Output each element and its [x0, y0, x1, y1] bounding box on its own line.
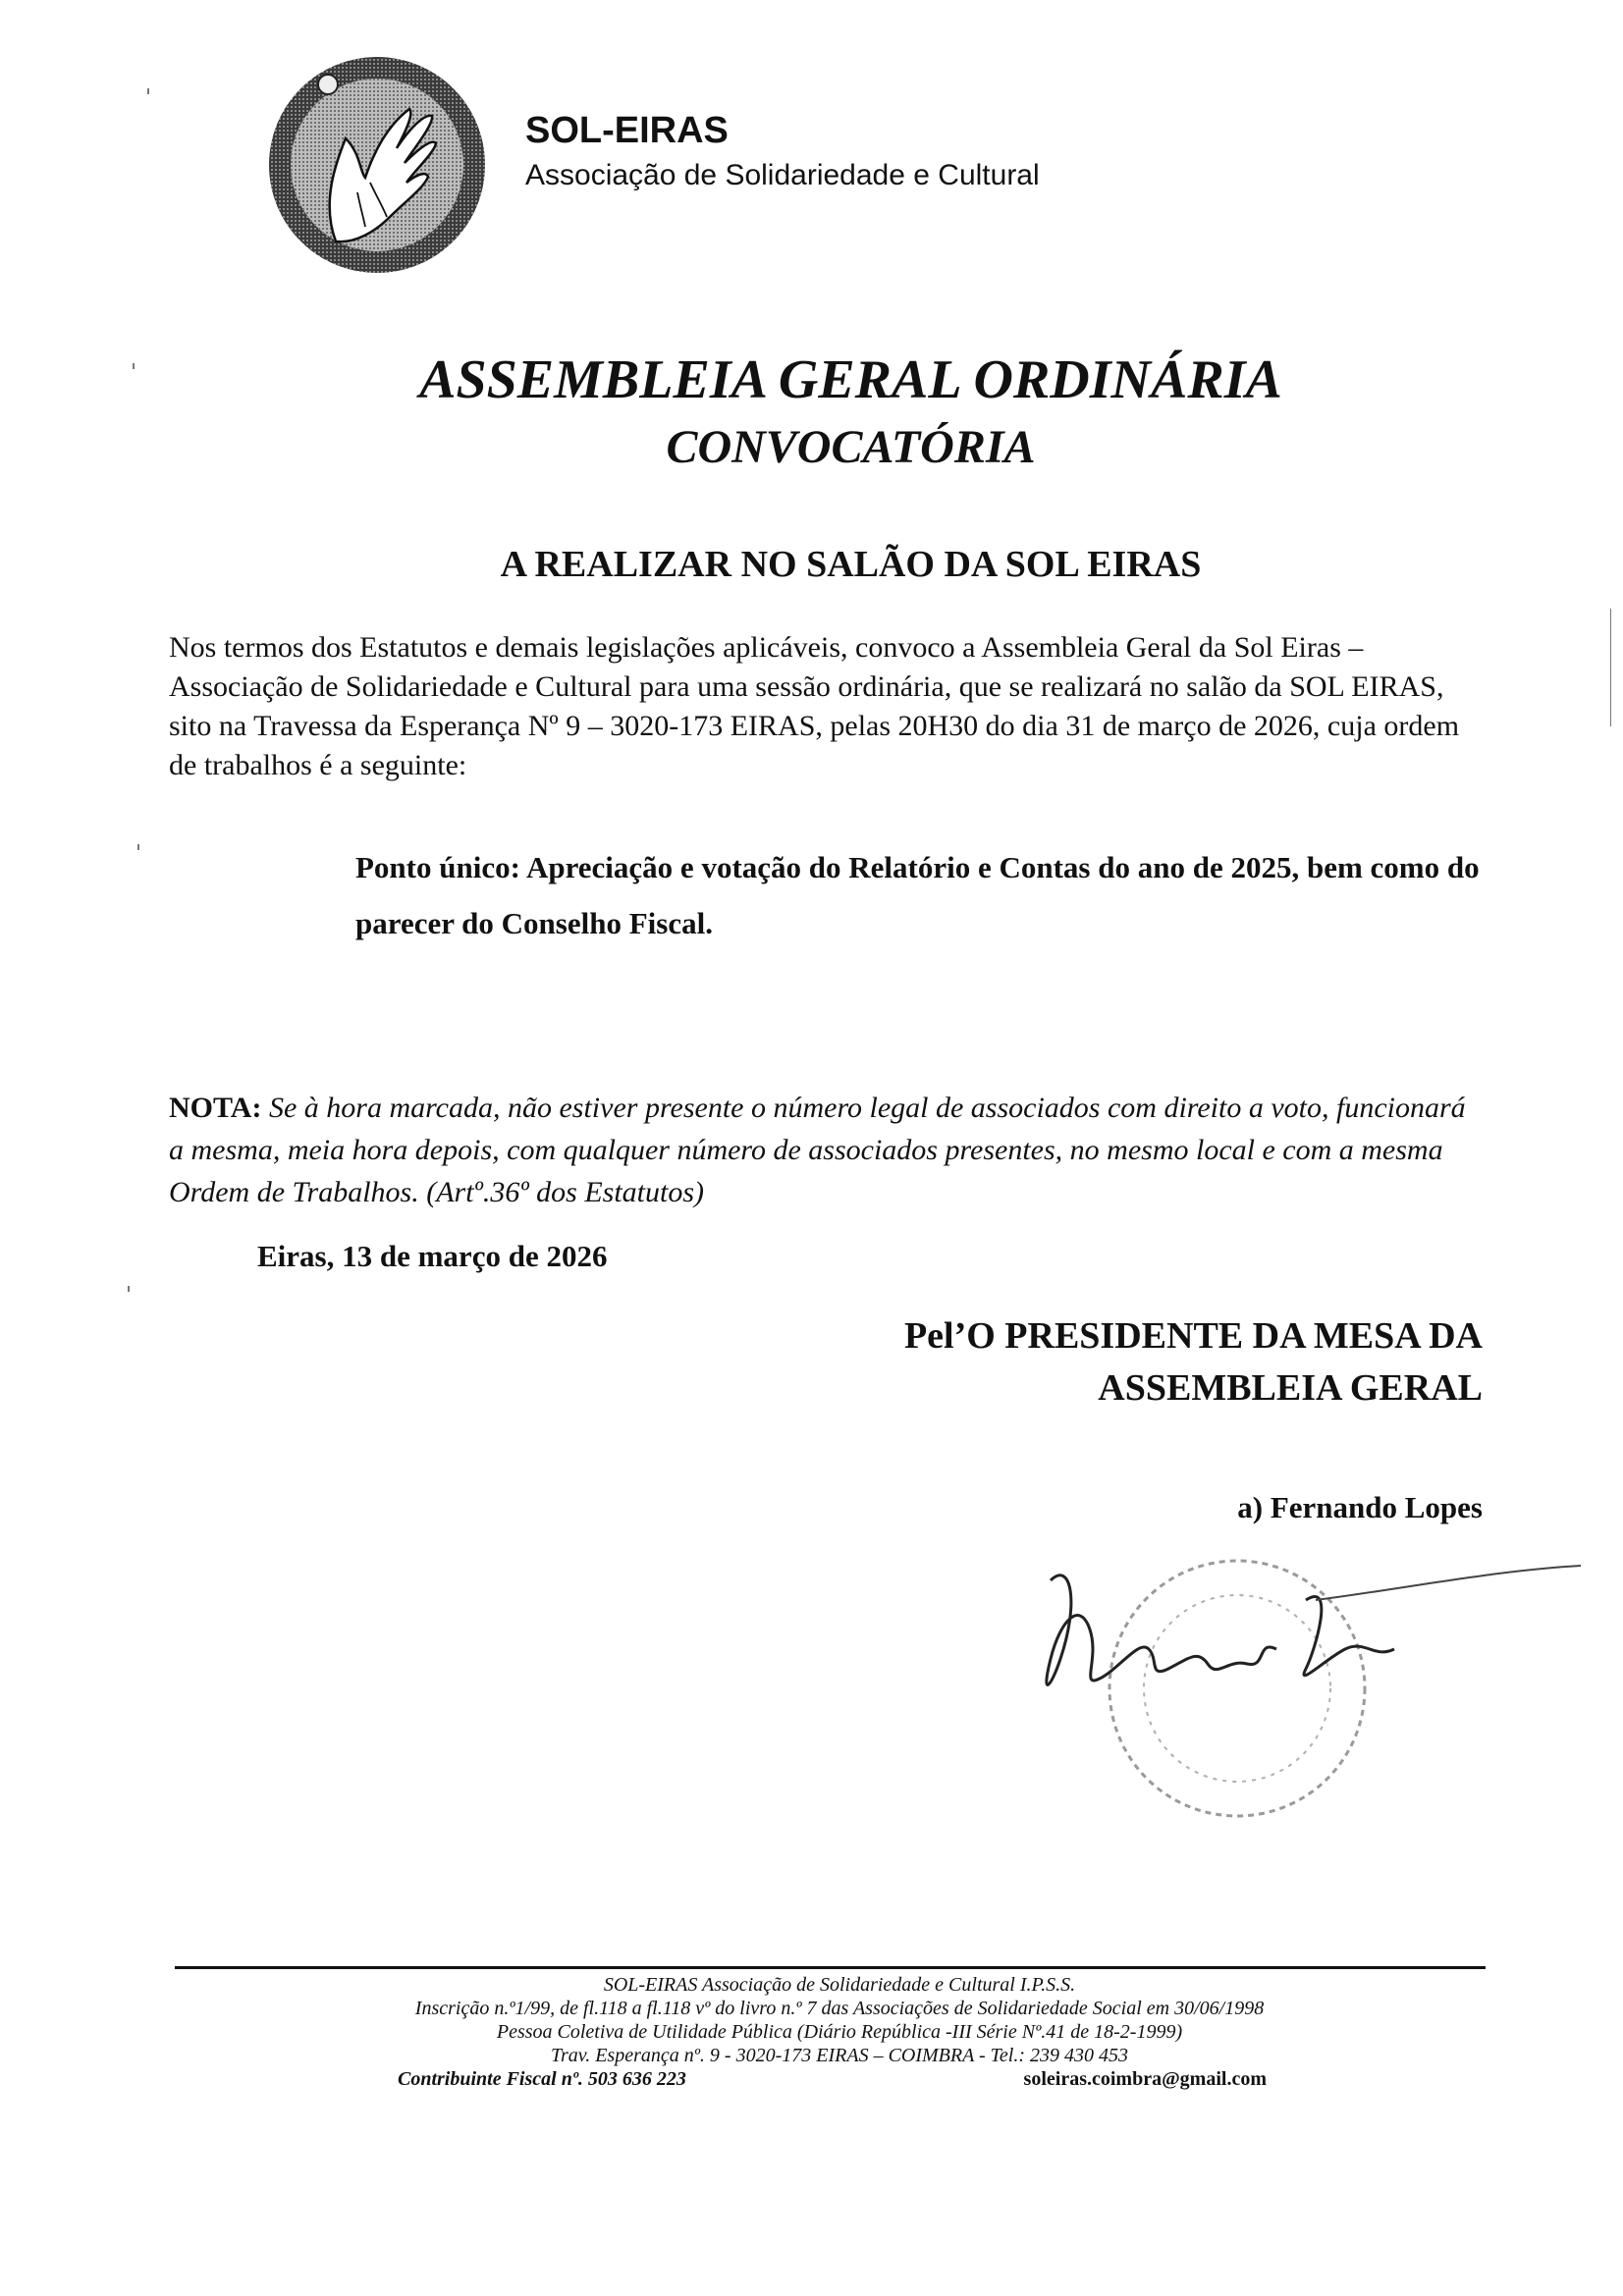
- footer-contact-row: [373, 2067, 1306, 2091]
- signatory-name: a) Fernando Lopes: [1237, 1490, 1483, 1524]
- convocation-paragraph: Nos termos dos Estatutos e demais legislações aplicáveis, convoco a Assembleia Geral da Sol Eiras – Associação de Solidariedade e Cultural para uma sessão ordinária, que se realizará no salão da SOL EIRAS, sito na Travessa da Esperança Nº 9 – 3020-173 EIRAS, pelas 20H30 do dia 31 de março de 2026, cuja ordem de trabalhos é a seguinte:: [169, 631, 1460, 781]
- footer: [373, 1973, 1306, 2091]
- scan-artifact: [137, 844, 139, 850]
- scan-artifact: [147, 88, 149, 94]
- footer-org-line: SOL-EIRAS Associação de Solidariedade e Cultural I.P.S.S.: [603, 1974, 1076, 1996]
- venue-heading: A REALIZAR NO SALÃO DA SOL EIRAS: [500, 544, 1202, 585]
- signatory-role-line2: ASSEMBLEIA GERAL: [1098, 1367, 1483, 1409]
- document-subtitle: CONVOCATÓRIA: [666, 421, 1036, 473]
- footer-public-utility-line: Pessoa Coletiva de Utilidade Pública (Diário República -III Série Nº.41 de 18-2-1999): [496, 2021, 1183, 2043]
- scan-artifact: [133, 363, 135, 369]
- note-text: Se à hora marcada, não estiver presente o número legal de associados com direito a voto, funcionará a mesma, meia hora depois, com qualquer número de associados presentes, no mesmo local e com a mesma Ordem de Trabalhos. (Artº.36º dos Estatutos): [169, 1092, 1466, 1208]
- footer-tax-id: Contribuinte Fiscal nº. 503 636 223: [398, 2068, 686, 2090]
- scan-artifact: [128, 1286, 130, 1292]
- date-line: Eiras, 13 de março de 2026: [257, 1239, 608, 1273]
- note-block: [169, 1087, 1485, 1213]
- footer-email[interactable]: soleiras.coimbra@gmail.com: [1023, 2068, 1267, 2090]
- signatory-role-line1: Pel’O PRESIDENTE DA MESA DA: [903, 1315, 1483, 1357]
- scan-artifact: [1610, 609, 1611, 726]
- org-name: SOL-EIRAS: [525, 110, 729, 151]
- signature-stamp-icon: [1021, 1541, 1591, 1826]
- agenda-point: Ponto único: Apreciação e votação do Relatório e Contas do ano de 2025, bem como do parecer do Conselho Fiscal.: [355, 850, 1480, 940]
- hand-emblem-icon: [267, 55, 487, 275]
- footer-address-line: Trav. Esperança nº. 9 - 3020-173 EIRAS – COIMBRA - Tel.: 239 430 453: [551, 2045, 1128, 2066]
- footer-registration-line: Inscrição n.º1/99, de fl.118 a fl.118 vº do livro n.º 7 das Associações de Solidariedade Social em 30/06/1998: [414, 1998, 1265, 2019]
- document-title: ASSEMBLEIA GERAL ORDINÁRIA: [419, 349, 1282, 410]
- signatory-role: [904, 1310, 1483, 1415]
- note-label: NOTA:: [169, 1092, 262, 1124]
- org-subtitle: Associação de Solidariedade e Cultural: [525, 159, 1040, 191]
- footer-divider: [175, 1966, 1486, 1969]
